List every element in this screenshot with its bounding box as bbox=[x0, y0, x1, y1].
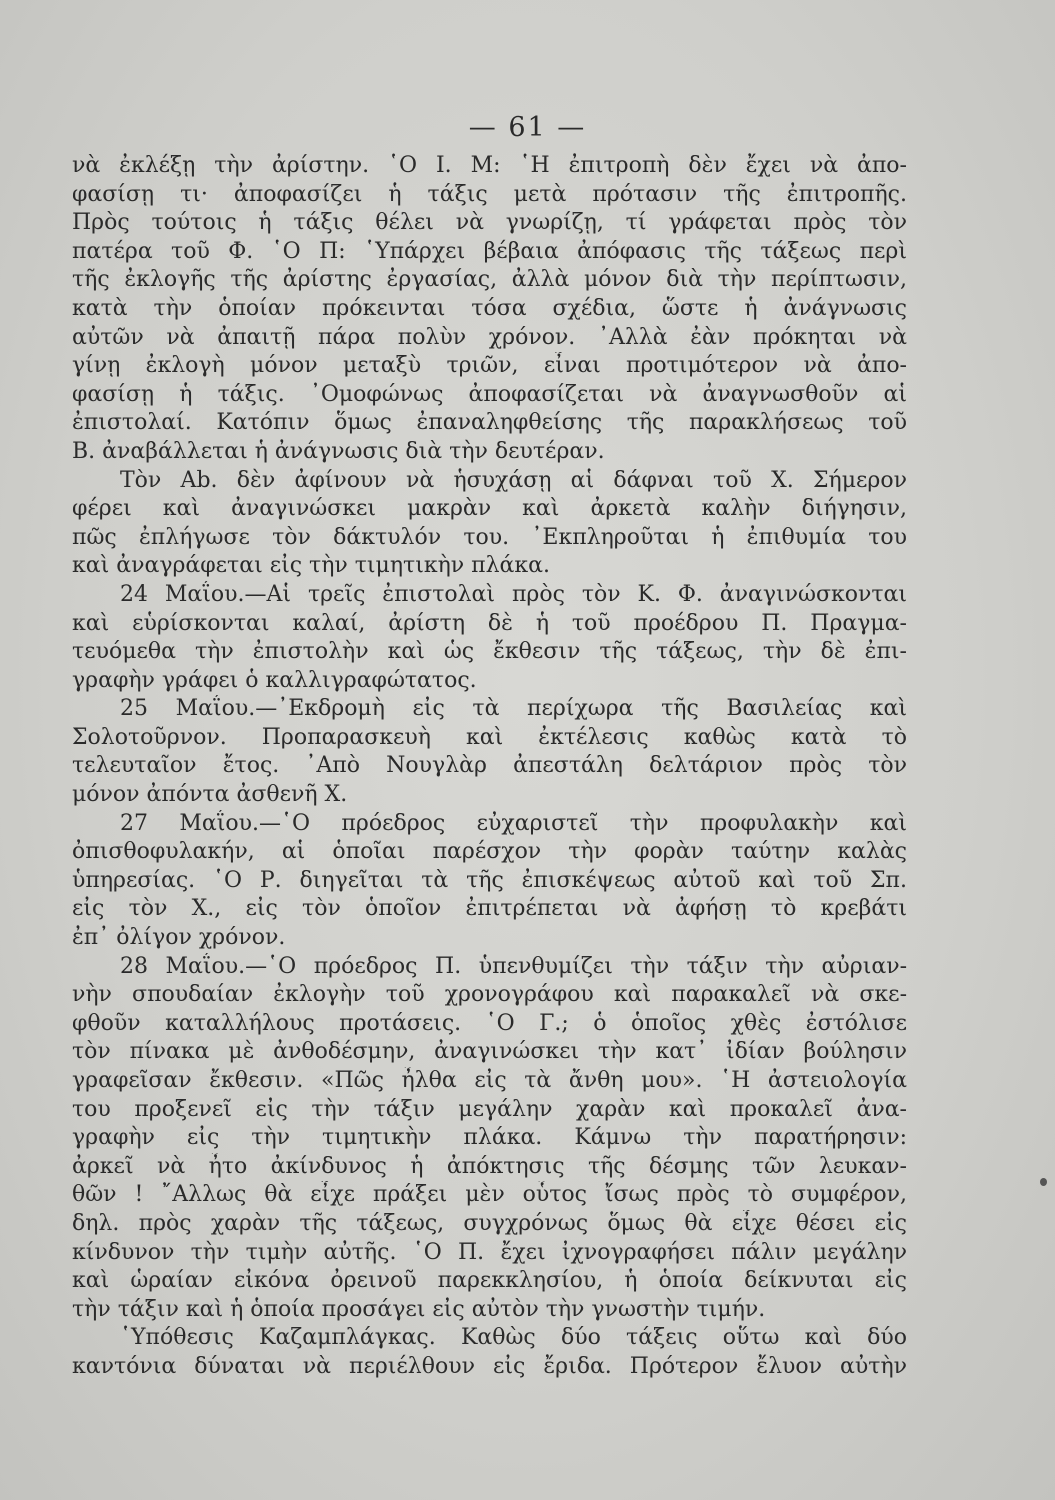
text-line: τελευταῖον ἔτος. ᾿Απὸ Νουγλὰρ ἀπεστάλη δελτάριον πρὸς τὸν bbox=[72, 753, 907, 779]
text-line: θῶν ! ῎Αλλως θὰ εἶχε πράξει μὲν οὗτος ἴσως πρὸς τὸ συμφέρον, bbox=[72, 1182, 907, 1208]
text-line: ἀρκεῖ νὰ ἦτο ἀκίνδυνος ἡ ἀπόκτησις τῆς δέσμης τῶν λευκαν- bbox=[72, 1153, 907, 1179]
text-line: ῾Υπόθεσις Καζαμπλάγκας. Καθὼς δύο τάξεις οὕτω καὶ δύο bbox=[120, 1325, 907, 1351]
text-line: του προξενεῖ εἰς τὴν τάξιν μεγάλην χαρὰν καὶ προκαλεῖ ἀνα- bbox=[72, 1096, 907, 1122]
text-line: 24 Μαΐου.—Αἱ τρεῖς ἐπιστολαὶ πρὸς τὸν Κ. Φ. ἀναγινώσκονται bbox=[120, 581, 907, 607]
text-line: πῶς ἐπλήγωσε τὸν δάκτυλόν του. ᾿Εκπληροῦται ἡ ἐπιθυμία του bbox=[72, 524, 907, 550]
text-line: ὀπισθοφυλακήν, αἱ ὁποῖαι παρέσχον τὴν φορὰν ταύτην καλὰς bbox=[72, 839, 907, 865]
ink-speck bbox=[1040, 1178, 1047, 1186]
text-line: τευόμεθα τὴν ἐπιστολὴν καὶ ὡς ἔκθεσιν τῆς τάξεως, τὴν δὲ ἐπι- bbox=[72, 639, 907, 665]
text-line: τῆς ἐκλογῆς τῆς ἀρίστης ἐργασίας, ἀλλὰ μόνον διὰ τὴν περίπτωσιν, bbox=[72, 267, 907, 293]
text-line: μόνον ἀπόντα ἀσθενῆ Χ. bbox=[72, 782, 348, 808]
text-line: γραφὴν γράφει ὁ καλλιγραφώτατος. bbox=[72, 667, 477, 693]
text-line: γίνῃ ἐκλογὴ μόνον μεταξὺ τριῶν, εἶναι προτιμότερον νὰ ἀπο- bbox=[72, 353, 907, 379]
text-line: καὶ εὑρίσκονται καλαί, ἀρίστη δὲ ἡ τοῦ προέδρου Π. Πραγμα- bbox=[72, 610, 907, 636]
text-line: καὶ ἀναγράφεται εἰς τὴν τιμητικὴν πλάκα. bbox=[72, 553, 550, 579]
text-line: πατέρα τοῦ Φ. ῾Ο Π: ῾Υπάρχει βέβαια ἀπόφασις τῆς τάξεως περὶ bbox=[72, 238, 907, 264]
text-line: τὸν πίνακα μὲ ἀνθοδέσμην, ἀναγινώσκει τὴν κατ᾿ ἰδίαν βούλησιν bbox=[72, 1039, 907, 1065]
text-line: καντόνια δύναται νὰ περιέλθουν εἰς ἔριδα. Πρότερον ἔλυον αὐτὴν bbox=[72, 1353, 907, 1379]
body-text bbox=[72, 152, 907, 1382]
text-line: κατὰ τὴν ὁποίαν πρόκεινται τόσα σχέδια, ὥστε ἡ ἀνάγνωσις bbox=[72, 295, 907, 321]
text-line: κίνδυνον τὴν τιμὴν αὐτῆς. ῾Ο Π. ἔχει ἰχνογραφήσει πάλιν μεγάλην bbox=[72, 1239, 907, 1265]
text-line: φασίσῃ ἡ τάξις. ᾿Ομοφώνως ἀποφασίζεται νὰ ἀναγνωσθοῦν αἱ bbox=[72, 381, 907, 407]
text-line: 25 Μαΐου.—᾿Εκδρομὴ εἰς τὰ περίχωρα τῆς Βασιλείας καὶ bbox=[120, 696, 907, 722]
text-line: καὶ ὡραίαν εἰκόνα ὀρεινοῦ παρεκκλησίου, ἡ ὁποία δείκνυται εἰς bbox=[72, 1268, 907, 1294]
text-line: εἰς τὸν Χ., εἰς τὸν ὁποῖον ἐπιτρέπεται νὰ ἀφήσῃ τὸ κρεβάτι bbox=[72, 896, 907, 922]
page-number: — 61 — bbox=[468, 112, 587, 143]
text-line: φέρει καὶ ἀναγινώσκει μακρὰν καὶ ἀρκετὰ καλὴν διήγησιν, bbox=[72, 496, 907, 522]
text-line: Πρὸς τούτοις ἡ τάξις θέλει νὰ γνωρίζῃ, τί γράφεται πρὸς τὸν bbox=[72, 210, 907, 236]
text-line: ὑπηρεσίας. ῾Ο Ρ. διηγεῖται τὰ τῆς ἐπισκέψεως αὐτοῦ καὶ τοῦ Σπ. bbox=[72, 867, 907, 893]
text-line: δηλ. πρὸς χαρὰν τῆς τάξεως, συγχρόνως ὅμως θὰ εἶχε θέσει εἰς bbox=[72, 1210, 907, 1236]
text-line: νὰ ἐκλέξῃ τὴν ἀρίστην. ῾Ο Ι. Μ: ῾Η ἐπιτροπὴ δὲν ἔχει νὰ ἀπο- bbox=[72, 153, 907, 178]
text-line: ἐπιστολαί. Κατόπιν ὅμως ἐπαναληφθείσης τῆς παρακλήσεως τοῦ bbox=[72, 410, 907, 436]
text-line: Β. ἀναβάλλεται ἡ ἀνάγνωσις διὰ τὴν δευτέραν. bbox=[72, 438, 605, 464]
text-line: ἐπ᾿ ὀλίγον χρόνον. bbox=[72, 925, 286, 951]
text-line: Σολοτοῦρνον. Προπαρασκευὴ καὶ ἐκτέλεσις καθὼς κατὰ τὸ bbox=[72, 724, 907, 750]
text-line: φασίσῃ τι· ἀποφασίζει ἡ τάξις μετὰ πρότασιν τῆς ἐπιτροπῆς. bbox=[72, 181, 907, 207]
text-line: αὐτῶν νὰ ἀπαιτῇ πάρα πολὺν χρόνον. ᾿Αλλὰ ἐὰν πρόκηται νὰ bbox=[72, 324, 907, 350]
text-line: νὴν σπουδαίαν ἐκλογὴν τοῦ χρονογράφου καὶ παρακαλεῖ νὰ σκε- bbox=[72, 982, 907, 1008]
text-line: 28 Μαΐου.—῾Ο πρόεδρος Π. ὑπενθυμίζει τὴν τάξιν τὴν αὐριαν- bbox=[120, 953, 907, 979]
text-line: 27 Μαΐου.—῾Ο πρόεδρος εὐχαριστεῖ τὴν προφυλακὴν καὶ bbox=[120, 810, 907, 836]
text-line: Τὸν Αb. δὲν ἀφίνουν νὰ ἡσυχάσῃ αἱ δάφναι τοῦ Χ. Σήμερον bbox=[120, 467, 907, 493]
text-line: τὴν τάξιν καὶ ἡ ὁποία προσάγει εἰς αὐτὸν τὴν γνωστὴν τιμήν. bbox=[72, 1296, 766, 1322]
text-line: γραφὴν εἰς τὴν τιμητικὴν πλάκα. Κάμνω τὴν παρατήρησιν: bbox=[72, 1125, 907, 1151]
text-line: γραφεῖσαν ἔκθεσιν. «Πῶς ἦλθα εἰς τὰ ἄνθη μου». ῾Η ἀστειολογία bbox=[72, 1068, 907, 1093]
text-line: φθοῦν καταλλήλους προτάσεις. ῾Ο Γ.; ὁ ὁποῖος χθὲς ἐστόλισε bbox=[72, 1010, 907, 1036]
